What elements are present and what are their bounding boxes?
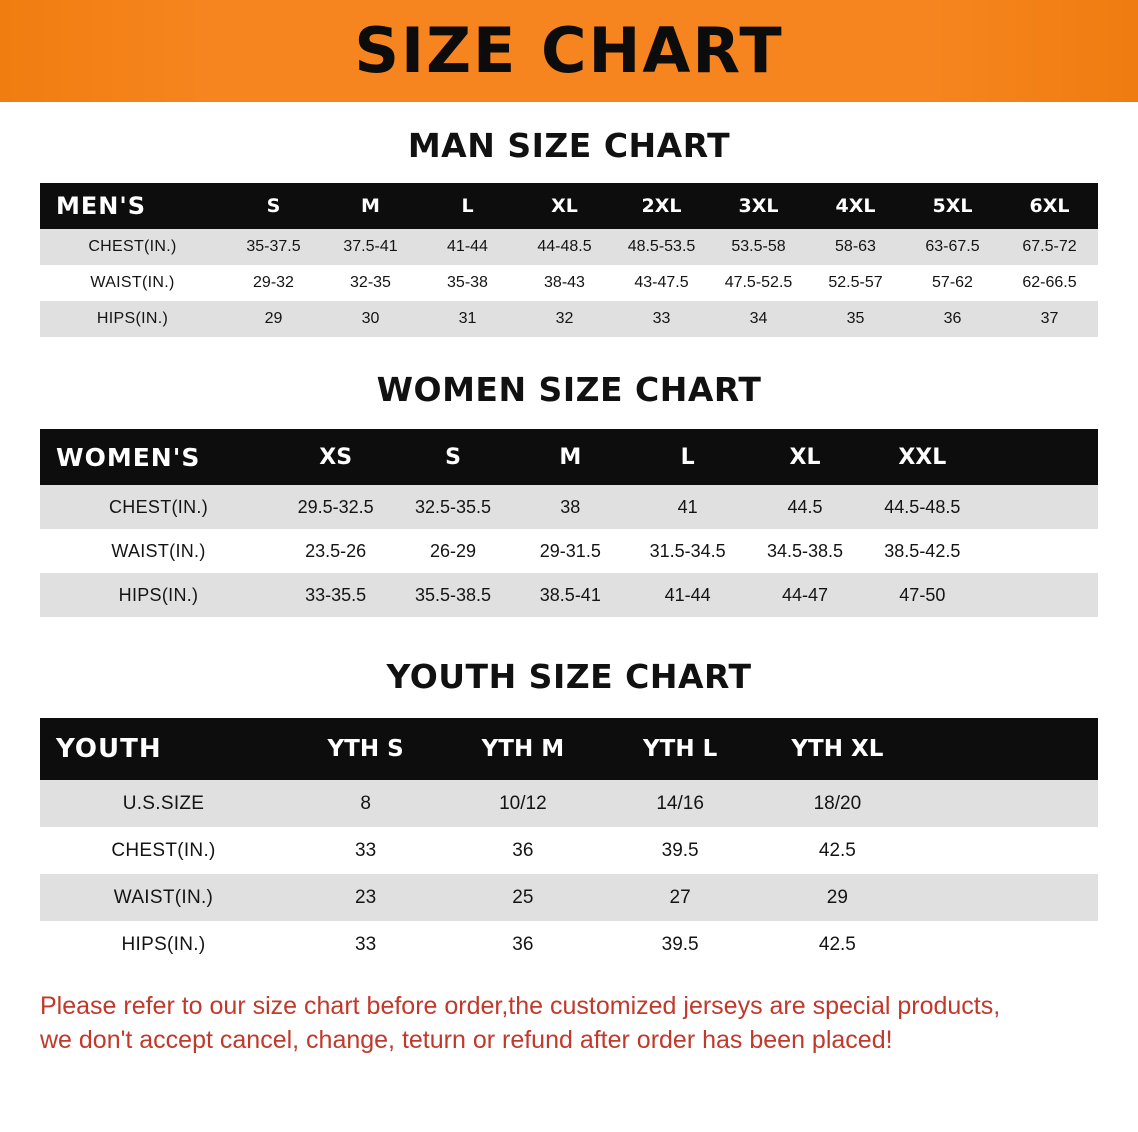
men-row-2-cell-1: 30 [322,301,419,337]
table-row [40,229,1098,265]
men-row-1-cell-2: 35-38 [419,265,516,301]
youth-header-size-0: YTH S [287,718,444,780]
men-row-2-cell-4: 33 [613,301,710,337]
men-row-1-cell-5: 47.5-52.5 [710,265,807,301]
men-row-0-cell-0: 35-37.5 [225,229,322,265]
women-row-0-cell-5: 44.5-48.5 [864,485,981,529]
men-header-size-2: L [419,183,516,229]
women-row-1-cell-2: 29-31.5 [512,529,629,573]
women-row-2-cell-3: 41-44 [629,573,746,617]
youth-header-label: YOUTH [40,718,287,780]
men-row-0-cell-8: 67.5-72 [1001,229,1098,265]
women-row-1-cell-3: 31.5-34.5 [629,529,746,573]
women-row-0-cell-3: 41 [629,485,746,529]
men-row-0-cell-2: 41-44 [419,229,516,265]
youth-table-wrapper [40,718,1098,968]
youth-row-1-cell-0: 33 [287,827,444,874]
men-header-row [40,183,1098,229]
youth-row-2-spacer [916,874,1098,921]
youth-row-3-cell-3: 42.5 [759,921,916,968]
men-header-size-4: 2XL [613,183,710,229]
men-header-label: MEN'S [40,183,225,229]
youth-row-0-cell-1: 10/12 [444,780,601,827]
women-section-title: WOMEN SIZE CHART [376,370,762,409]
youth-row-1-cell-1: 36 [444,827,601,874]
women-header-label: WOMEN'S [40,429,277,485]
youth-row-1-cell-2: 39.5 [602,827,759,874]
youth-row-2-cell-2: 27 [602,874,759,921]
men-row-2-cell-5: 34 [710,301,807,337]
youth-row-0-cell-3: 18/20 [759,780,916,827]
youth-row-1-spacer [916,827,1098,874]
man-section-title: MAN SIZE CHART [407,126,731,165]
men-header-size-5: 3XL [710,183,807,229]
youth-table-body [40,780,1098,968]
men-table-header [40,183,1098,229]
women-row-0-cell-4: 44.5 [746,485,863,529]
page-title: SIZE CHART [354,14,784,87]
women-row-1-label: WAIST(IN.) [40,529,277,573]
women-row-2-cell-0: 33-35.5 [277,573,394,617]
women-header-size-4: XL [746,429,863,485]
women-row-1-cell-5: 38.5-42.5 [864,529,981,573]
men-row-0-cell-1: 37.5-41 [322,229,419,265]
women-row-0-cell-0: 29.5-32.5 [277,485,394,529]
women-header-size-5: XXL [864,429,981,485]
men-row-1-cell-1: 32-35 [322,265,419,301]
women-row-0-label: CHEST(IN.) [40,485,277,529]
women-table-header [40,429,1098,485]
women-header-size-3: L [629,429,746,485]
disclaimer-line-1: Please refer to our size chart before order,the customized jerseys are special products, [40,992,1001,1020]
youth-header-row [40,718,1098,780]
men-row-2-cell-0: 29 [225,301,322,337]
men-row-1-cell-8: 62-66.5 [1001,265,1098,301]
men-row-1-cell-7: 57-62 [904,265,1001,301]
women-row-2-label: HIPS(IN.) [40,573,277,617]
women-size-table [40,429,1098,617]
men-row-0-cell-6: 58-63 [807,229,904,265]
youth-row-0-spacer [916,780,1098,827]
disclaimer-note [40,990,1098,1058]
table-row [40,827,1098,874]
youth-header-size-2: YTH L [602,718,759,780]
youth-row-1-cell-3: 42.5 [759,827,916,874]
table-row [40,265,1098,301]
women-row-2-cell-1: 35.5-38.5 [394,573,511,617]
women-header-size-2: M [512,429,629,485]
youth-row-3-label: HIPS(IN.) [40,921,287,968]
man-table-wrapper [40,183,1098,337]
men-row-2-label: HIPS(IN.) [40,301,225,337]
table-row [40,529,1098,573]
header-banner [0,0,1138,102]
men-row-0-cell-3: 44-48.5 [516,229,613,265]
men-row-0-label: CHEST(IN.) [40,229,225,265]
women-header-size-1: S [394,429,511,485]
youth-row-3-cell-2: 39.5 [602,921,759,968]
men-row-1-label: WAIST(IN.) [40,265,225,301]
youth-row-2-label: WAIST(IN.) [40,874,287,921]
youth-row-0-cell-0: 8 [287,780,444,827]
youth-row-3-cell-0: 33 [287,921,444,968]
youth-row-3-spacer [916,921,1098,968]
women-row-2-cell-5: 47-50 [864,573,981,617]
women-table-wrapper [40,429,1098,617]
men-row-2-cell-7: 36 [904,301,1001,337]
men-header-size-8: 6XL [1001,183,1098,229]
men-row-1-cell-4: 43-47.5 [613,265,710,301]
youth-table-header [40,718,1098,780]
men-row-1-cell-3: 38-43 [516,265,613,301]
men-header-size-1: M [322,183,419,229]
men-row-1-cell-6: 52.5-57 [807,265,904,301]
table-row [40,573,1098,617]
table-row [40,301,1098,337]
youth-header-size-3: YTH XL [759,718,916,780]
men-row-1-cell-0: 29-32 [225,265,322,301]
women-row-0-cell-2: 38 [512,485,629,529]
youth-row-3-cell-1: 36 [444,921,601,968]
men-header-size-0: S [225,183,322,229]
men-table-body [40,229,1098,337]
women-header-size-0: XS [277,429,394,485]
men-row-2-cell-2: 31 [419,301,516,337]
youth-section-title: YOUTH SIZE CHART [386,657,752,696]
women-row-0-cell-1: 32.5-35.5 [394,485,511,529]
women-row-0-spacer [981,485,1098,529]
table-row [40,780,1098,827]
men-row-0-cell-7: 63-67.5 [904,229,1001,265]
women-row-1-cell-0: 23.5-26 [277,529,394,573]
youth-row-2-cell-1: 25 [444,874,601,921]
men-row-2-cell-3: 32 [516,301,613,337]
men-row-2-cell-8: 37 [1001,301,1098,337]
women-header-spacer [981,429,1098,485]
youth-header-spacer [916,718,1098,780]
women-row-2-cell-4: 44-47 [746,573,863,617]
men-size-table [40,183,1098,337]
table-row [40,485,1098,529]
women-header-row [40,429,1098,485]
men-header-size-6: 4XL [807,183,904,229]
youth-header-size-1: YTH M [444,718,601,780]
men-header-size-3: XL [516,183,613,229]
men-row-2-cell-6: 35 [807,301,904,337]
youth-row-2-cell-3: 29 [759,874,916,921]
women-row-1-cell-1: 26-29 [394,529,511,573]
women-table-body [40,485,1098,617]
women-row-2-cell-2: 38.5-41 [512,573,629,617]
youth-row-1-label: CHEST(IN.) [40,827,287,874]
youth-row-2-cell-0: 23 [287,874,444,921]
women-row-2-spacer [981,573,1098,617]
youth-row-0-label: U.S.SIZE [40,780,287,827]
table-row [40,921,1098,968]
men-header-size-7: 5XL [904,183,1001,229]
table-row [40,874,1098,921]
youth-size-table [40,718,1098,968]
disclaimer-line-2: we don't accept cancel, change, teturn or refund after order has been placed! [40,1025,893,1054]
youth-row-0-cell-2: 14/16 [602,780,759,827]
women-row-1-cell-4: 34.5-38.5 [746,529,863,573]
men-row-0-cell-5: 53.5-58 [710,229,807,265]
women-row-1-spacer [981,529,1098,573]
men-row-0-cell-4: 48.5-53.5 [613,229,710,265]
